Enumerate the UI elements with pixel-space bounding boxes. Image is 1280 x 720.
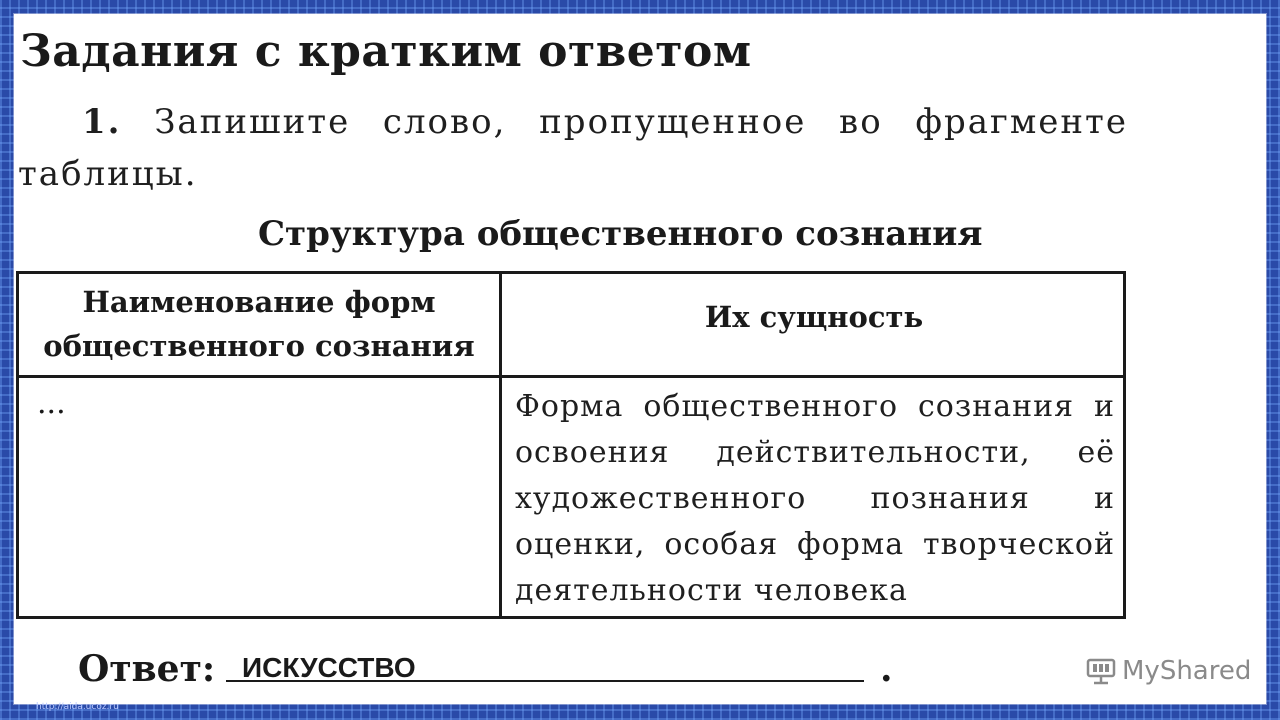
- answer-value: ИСКУССТВО: [242, 652, 416, 683]
- watermark: [1086, 656, 1251, 686]
- table-header-essence: Их сущность: [704, 300, 924, 334]
- table-row-divider: [19, 375, 1123, 378]
- task-text: Запишите слово, пропущенное во фрагменте таблицы.: [18, 102, 1128, 194]
- task-text-block: [18, 96, 1128, 200]
- table-cell-essence: Форма общественного сознания и освоения действительности, её художественного познания и оценки, особая форма творческой деятельности человека: [515, 389, 1115, 608]
- answer-label: Ответ:: [78, 648, 216, 690]
- watermark-text: MyShared: [1122, 656, 1252, 686]
- structure-table: [16, 271, 1126, 619]
- slide-heading: Задания с кратким ответом: [20, 26, 752, 77]
- table-title: Структура общественного сознания: [258, 214, 983, 254]
- table-header-form-name: Наименование форм общественного сознания: [43, 285, 475, 363]
- task-number: 1.: [82, 102, 122, 142]
- myshared-logo-icon: [1086, 657, 1116, 685]
- slide-sheet: [14, 14, 1266, 704]
- answer-end-dot: .: [880, 648, 893, 690]
- table-cell-missing-word: ...: [37, 386, 66, 421]
- footer-url: http://aida.ucoz.ru: [36, 702, 119, 712]
